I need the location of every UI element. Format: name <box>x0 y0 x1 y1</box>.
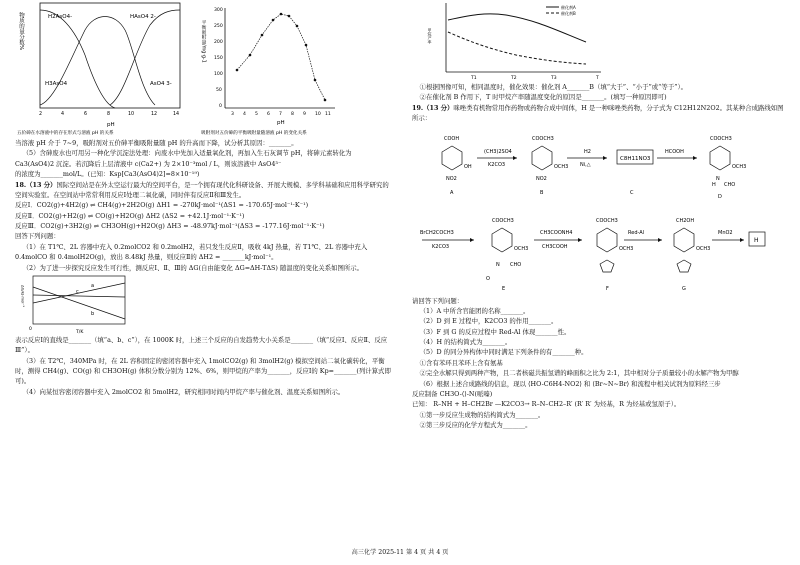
reagent-redal: Red-Al <box>628 229 645 236</box>
label-d: D <box>718 193 722 200</box>
reagent-dimethylsulfate: (CH3)2SO4 <box>484 148 512 155</box>
f-och3: OCH3 <box>619 245 634 252</box>
q17-ph-reason: 当溶液 pH 介于 7~9，吸附剂对五价砷平衡吸附量随 pH 的升高而下降，试分析其原因：_______。 <box>15 139 298 147</box>
reagent-bromoacetone: BrCH2COCH3 <box>420 229 454 236</box>
q18-intro: 国际空间站是在外太空运行最大的空间平台，是一个拥有现代化科研设备、开展大规模、多学科基础和应用科学研究的空间实验室。在空间站中常常利用反应Ⅰ处理二氧化碳，同时伴有反应Ⅱ和Ⅲ发生。 <box>15 180 389 199</box>
a-cooh: COOH <box>444 135 460 142</box>
species-aso4: AsO4 3- <box>150 81 172 87</box>
label-f: F <box>606 285 609 292</box>
mid-fig-xtick: 5 <box>255 112 258 117</box>
label-g: G <box>682 285 686 292</box>
mid-fig-ytick: 300 <box>214 8 223 13</box>
q19-part6-c: 和流程中相关试剂为原料经三步 <box>631 379 721 388</box>
legend-catalyst-b: 催化剂B <box>561 11 576 16</box>
tick-t1: T1 <box>471 76 477 81</box>
species-h2aso4: H2AsO4- <box>48 14 73 20</box>
answer-prompt: 回答下列问题： <box>15 232 60 241</box>
label-a: A <box>450 189 454 196</box>
reagent-nh4oac: CH3COONH4 <box>540 229 573 236</box>
b-och3: OCH3 <box>554 163 569 170</box>
q18-part3: （3）在 T2℃，340MPa 时，在 2L 容积固定的密闭容器中充入 1molCO2(g) 和 3molH2(g) 模拟空间站二氧化碳转化，平衡时，测得 CH4(g)、CO(g) 和 CH3OH(g) 体积分数分别为 12%、6%，则甲烷的产率为_______，反应Ⅰ的 Kp=_______(列计算式即可)。 <box>15 356 391 386</box>
mid-fig-xtick: 3 <box>231 112 234 117</box>
q19-part6-b: 和 <box>583 379 591 388</box>
q18-part4: （4）向某恒容密闭容器中充入 2molCO2 和 5molH2，研究相同时间内甲烷产率与催化剂、温度关系如图所示。 <box>22 387 345 396</box>
q19-part3: （3）F 到 G 的反应过程中 Red-Al 体现_______性。 <box>419 327 571 336</box>
q19-part5: （5）D 的同分异构体中同时满足下列条件的有_______种。 <box>419 348 588 357</box>
q19-part5-cond1: ①含有苯环且苯环上含有氨基 <box>419 358 503 367</box>
curve-b-label: b <box>91 310 95 317</box>
b-no2: NO2 <box>536 175 547 182</box>
reagent-k2co3: K2CO3 <box>488 161 506 168</box>
mid-fig-xtick: 4 <box>243 112 246 117</box>
tick-t3: T3 <box>551 76 557 81</box>
yield-ylabel: 甲烷产率 <box>427 28 433 44</box>
label-b: B <box>540 189 544 196</box>
e-n: N <box>496 261 500 268</box>
q18-part1: （1）在 T1℃、2L 容器中充入 0.2molCO2 和 0.2molH2，若只发生反应Ⅱ，吸收 4kJ 热量，若 T1℃、2L 容器中充入 0.4molCO 和 0.4molH2O(g)，放出 8.48kJ 热量，则反应Ⅱ的 ΔH2 = _______kJ·mol⁻¹。 <box>15 242 368 262</box>
q17-part5-answer: 的浓度为_______mol/L。(已知：Ksp[Ca3(AsO4)2]=8×10⁻¹⁹) <box>15 170 200 179</box>
label-c: C <box>630 189 634 196</box>
ask-prompt: 请回答下列问题： <box>412 296 464 305</box>
left-fig-xlabel: pH <box>107 122 115 128</box>
q19-part4: （4）H 的结构简式为_______。 <box>419 338 512 346</box>
q19-part5-cond2: ②完全水解只得到两种产物，且二者核磁共振氢谱的峰面积之比为 2:1，其中相对分子质量较小的水解产物为甲醇 <box>419 369 739 378</box>
g-ch2oh: CH2OH <box>676 217 695 224</box>
graph-origin: 0 <box>29 326 32 332</box>
mid-fig-xtick: 6 <box>267 112 270 117</box>
left-fig-xtick: 2 <box>39 112 43 117</box>
left-fig-xtick: 4 <box>61 112 65 117</box>
mid-fig-ytick: 0 <box>219 104 222 109</box>
reaction-2: 反应Ⅱ．CO2(g)+H2(g) ⇌ CO(g)+H2O(g) ΔH2 (ΔS2 = +42.1J·mol⁻¹·K⁻¹) <box>15 211 245 220</box>
r-part2: ②在催化剂 B 作用下，T 时甲烷产率随温度变化的原因是_______。(填写一种原因即可) <box>419 93 667 102</box>
mid-fig-caption: 吸附剂对五价砷的平衡吸附量随溶液 pH 的变化关系 <box>201 131 307 136</box>
r-part1: ①根据图像可知，相同温度时，催化效果：催化剂 A_______B（填“大于”、“小于”或“等于”）。 <box>419 83 688 91</box>
left-fig-caption: 五价砷在水溶液中的存在形式与溶液 pH 的关系 <box>17 131 114 136</box>
reaction-1: 反应Ⅰ．CO2(g)+4H2(g) ⇌ CH4(g)+2H2O(g) ΔH1 = -270kJ·mol⁻¹(ΔS1 = -170.65J·mol⁻¹·K⁻¹) <box>15 201 309 210</box>
e-cooch3: COOCH3 <box>492 217 514 224</box>
d-och3: OCH3 <box>732 163 747 170</box>
mid-fig-ytick: 50 <box>216 88 222 93</box>
known-label: 已知： <box>412 400 432 409</box>
mid-fig-xlabel: pH <box>277 120 285 126</box>
reagent-k2co3-2: K2CO3 <box>432 243 450 250</box>
a-oh: OH <box>464 163 472 170</box>
f-cooch3: COOCH3 <box>596 217 618 224</box>
q19-part6-d: 反应制备 <box>412 389 438 398</box>
yield-xlabel: T <box>596 76 599 81</box>
q19-part2: （2）D 到 E 过程中，K2CO3 的作用_______。 <box>419 317 558 326</box>
d-cooch3: COOCH3 <box>710 135 732 142</box>
reagent-ni: Ni,△ <box>580 161 591 168</box>
q18-title: 18.（13 分） <box>15 180 57 189</box>
label-e: E <box>502 285 506 292</box>
delta-g-graph <box>21 273 131 335</box>
q19-intro: 咪唑类有机物常用作药物或药物合成中间体，H 是一种咪唑类药物，分子式为 C12H12N2O2。其某种合成路线如图所示： <box>412 103 784 123</box>
left-fig-ylabel: 物质的量分数% <box>18 12 24 51</box>
graph-xlabel: T/K <box>76 329 84 335</box>
reaction-3: 反应Ⅲ．CO2(g)+3H2(g) ⇌ CH3OH(g)+H2O(g) ΔH3 = -48.97kJ·mol⁻¹(ΔS3 = -177.16J·mol⁻¹·K⁻¹) <box>15 222 325 230</box>
mid-fig-ytick: 150 <box>214 56 223 61</box>
figures-svg <box>15 0 391 138</box>
e-och3: OCH3 <box>514 245 529 252</box>
reagent-mno2: MnO2 <box>718 229 733 236</box>
left-fig-xtick: 14 <box>173 112 180 117</box>
known-q1: ①第一步反应生成物的结构简式为_______。 <box>419 410 545 419</box>
right-column: 催化剂A 催化剂B 甲烷产率 T1 T2 T3 T ①根据图像可知，相同温度时，催化效果：催化剂 A_______B（填“大于”、“小于”或“等于”）。 ②在催化剂 B 作用下，T 时甲烷产率随温度变化的原因是_______。(填写一种原因即可) 19.（13 分）咪唑类有机物常用作药物或药物合成中间体，H 是一种咪唑类药物，分子式为 C12H12N2O2。其某种合成路线如图所示： COOH OH NO2 A (CH3)2SO4 K2CO3 COOCH3 OCH3 NO2 B H2 Ni,△ C HCOOH COOCH3 OCH3 N CHO H D BrCH2COCH3 K2CO3 COOCH3 OCH3 CHO N O E CH3COONH4 CH3COOH COOCH3 OCH3 F Red-Al CH2OH OCH3 G MnO2 C8H11NO3 H 请回答下列问题： （1）A 中所含官能团的名称_______。 （2）D 到 E 过程中，K2CO3 的作用_______。 （3）F 到 G 的反应过程中 Red-Al 体现_______性。 （4）H 的结构简式为_______。 （5）D 的同分异构体中同时满足下列条件的有_______种。 ①含有苯环且苯环上含有氨基 ②完全水解只得到两种产物，且二者核磁共振氢谱的峰面积之比为 2:1，其中相对分子质量较小的水解产物为甲醇 （6）根据上述合成路线的信息，现以 ⟨HO-C6H4-NO2⟩ 和 ⟨Br~N~Br⟩ 和流程中相关试剂为原料经三步 反应制备 CH3O-⟨⟩-N(哌嗪) 已知： R–NH + H–CH2Br —K2CO3→ R–N–CH2–R′ (R′ R′ 为烃基，R 为烃基或氢原子）。 ①第一步反应生成物的结构简式为_______。 ②第三步反应的化学方程式为_______。 <box>412 0 788 565</box>
reagent-h2: H2 <box>584 148 591 155</box>
left-column <box>15 0 391 565</box>
mid-fig-xtick: 7 <box>279 112 282 117</box>
left-fig-xtick: 12 <box>151 112 158 117</box>
mid-fig-xtick: 8 <box>291 112 294 117</box>
q19-part1: （1）A 中所含官能团的名称_______。 <box>419 306 530 315</box>
a-no2: NO2 <box>446 175 457 182</box>
known-q2: ②第三步反应的化学方程式为_______。 <box>419 421 532 429</box>
species-h3aso4: H3AsO4 <box>45 81 68 87</box>
mid-fig-xtick: 9 <box>303 112 306 117</box>
mid-fig-xtick: 10 <box>315 112 321 117</box>
left-fig-xtick: 8 <box>107 112 111 117</box>
e-o: O <box>486 275 490 282</box>
page-footer: 高三化学 2025-11 第 4 页 共 4 页 <box>351 549 449 556</box>
species-haso4: HAsO4 2- <box>130 14 156 20</box>
b-cooch3: COOCH3 <box>532 135 554 142</box>
graph-ylabel: ΔG/kJ·mol⁻¹ <box>21 284 26 307</box>
box-c-formula: C8H11NO3 <box>620 155 651 162</box>
yield-figure <box>426 0 606 82</box>
e-cho: CHO <box>510 261 522 268</box>
d-n: N <box>716 175 720 182</box>
q19-title: 19.（13 分） <box>412 103 454 112</box>
left-fig-xtick: 10 <box>128 112 135 117</box>
synthesis-scheme <box>412 124 788 296</box>
q18-part2b: 表示反应Ⅰ的直线是_______（填“a、b、c”），在 1000K 时，上述三个反应的自发趋势大小关系是_______（填“反应Ⅰ、反应Ⅱ、反应Ⅲ”）。 <box>15 335 388 355</box>
mid-fig-ylabel: 平衡吸附量/mg·g-1 <box>200 20 206 63</box>
curve-a-label: a <box>91 282 95 289</box>
q19-part6-a: （6）根据上述合成路线的信息，现以 <box>419 379 526 388</box>
mid-fig-ytick: 250 <box>214 24 223 29</box>
mid-fig-xtick: 11 <box>325 112 331 117</box>
reagent-hcooh: HCOOH <box>665 148 684 155</box>
curve-c-label: c <box>76 288 79 295</box>
q17-part5: （5）含砷废水也可用另一种化学沉淀法处理：向废水中先加入适量氧化剂，再加入生石灰调节 pH，将砷元素转化为 Ca3(AsO4)2 沉淀。若沉降后上层清液中 c(Ca2+) 为 2×10⁻³mol / L，则该溶液中 AsO4³⁻ <box>15 149 352 168</box>
reagent-acoh: CH3COOH <box>542 243 568 250</box>
left-fig-xtick: 6 <box>84 112 88 117</box>
d-h: H <box>712 181 716 188</box>
q19-part6-target: CH3O-⟨⟩-N(哌嗪) <box>439 389 493 398</box>
d-cho: CHO <box>724 181 736 188</box>
figure-row <box>15 0 391 138</box>
mid-fig-ytick: 100 <box>214 72 223 77</box>
arsenic-species-figure <box>17 3 180 136</box>
q18-part2: （2）为了进一步探究反应发生可行性，测反应Ⅰ、Ⅱ、Ⅲ的 ΔG(自由能变化 ΔG=ΔH-TΔS) 随温度的变化关系如图所示。 <box>22 263 364 272</box>
legend-catalyst-a: 催化剂A <box>561 5 576 10</box>
adsorption-figure <box>201 7 336 136</box>
known-reaction-note: R′ R′ 为烃基，R 为烃基或氢原子）。 <box>577 400 681 409</box>
tick-t2: T2 <box>511 76 517 81</box>
g-och3: OCH3 <box>696 245 711 252</box>
mid-fig-ytick: 200 <box>214 40 223 45</box>
box-h: H <box>754 236 759 244</box>
